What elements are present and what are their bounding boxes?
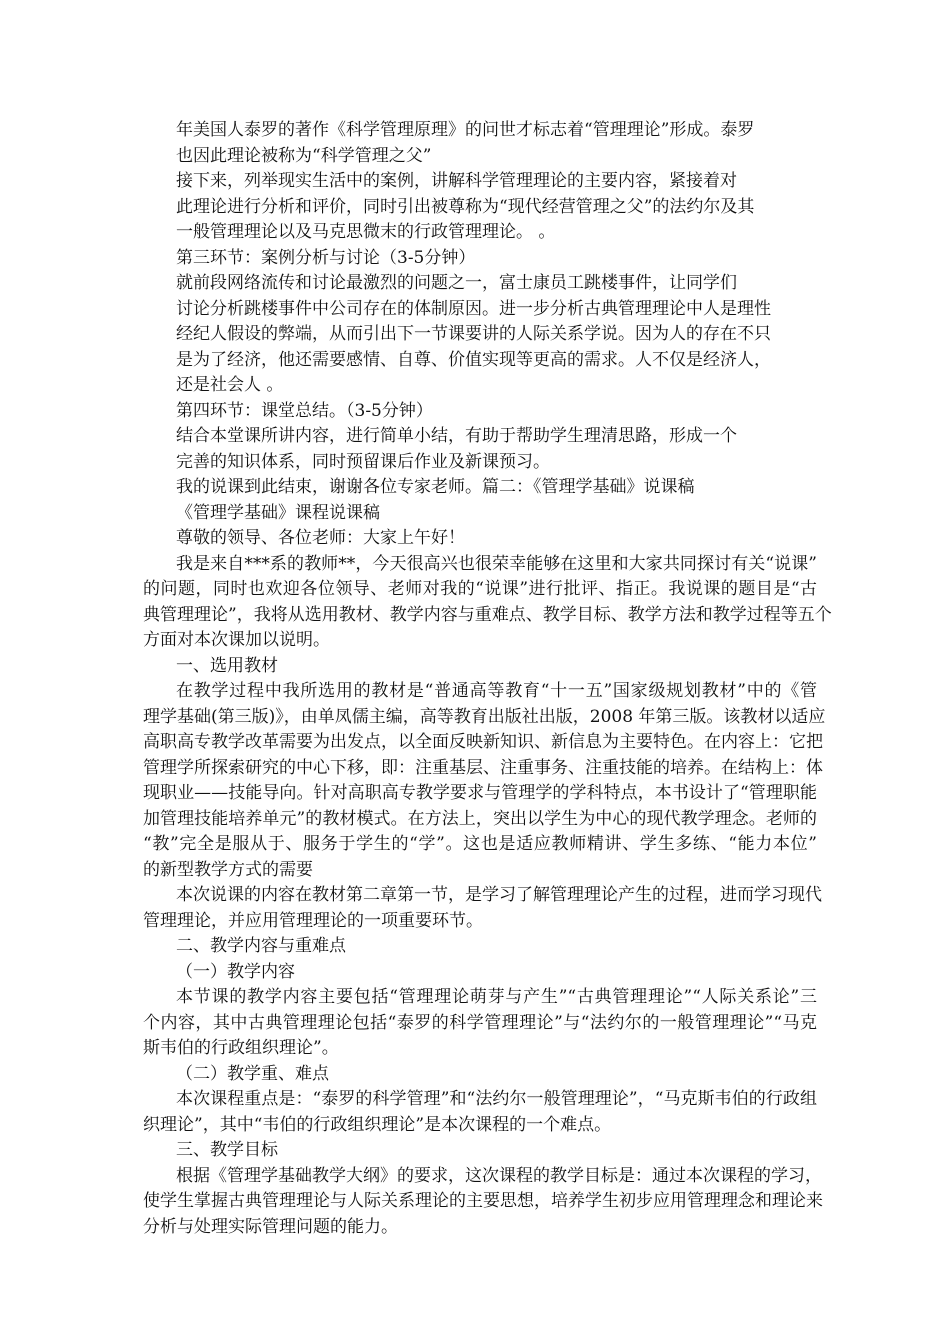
text-line: 斯韦伯的行政组织理论”。	[143, 1038, 339, 1058]
doc-title: 《管理学基础》课程说课稿	[176, 503, 380, 523]
text-line: 还是社会人 。	[176, 375, 284, 395]
text-line: 方面对本次课加以说明。	[143, 630, 330, 650]
section-heading: 第三环节：案例分析与讨论（3-5分钟）	[176, 248, 476, 268]
text-line: 高职高专教学改革需要为出发点，以全面反映新知识、新信息为主要特色。在内容上：它把	[143, 732, 823, 752]
text-line: 个内容，其中古典管理理论包括“泰罗的科学管理理论”与“法约尔的一般管理理论”“马克	[143, 1013, 817, 1033]
text-line: 分析与处理实际管理问题的能力。	[143, 1217, 398, 1237]
text-line: 是为了经济，他还需要感情、自尊、价值实现等更高的需求。人不仅是经济人，	[176, 350, 771, 370]
text-line: 就前段网络流传和讨论最激烈的问题之一，富士康员工跳楼事件，让同学们	[176, 273, 737, 293]
text-line: 此理论进行分析和评价，同时引出被尊称为“现代经营管理之父”的法约尔及其	[176, 197, 755, 217]
text-line: 在教学过程中我所选用的教材是“普通高等教育“十一五”国家级规划教材”中的《管	[176, 681, 817, 701]
text-line: 本次说课的内容在教材第二章第一节，是学习了解管理理论产生的过程，进而学习现代	[176, 885, 822, 905]
text-line: 年美国人泰罗的著作《科学管理原理》的问世才标志着“管理理论”形成。泰罗	[176, 120, 755, 140]
text-line: 管理学所探索研究的中心下移，即：注重基层、注重事务、注重技能的培养。在结构上：体	[143, 758, 823, 778]
text-line: 一般管理理论以及马克思微末的行政管理理论。 。	[176, 222, 556, 242]
text-line: 加管理技能培养单元”的教材模式。在方法上，突出以学生为中心的现代教学理念。老师的	[143, 809, 817, 829]
text-line: 本节课的教学内容主要包括“管理理论萌芽与产生”“古典管理理论”“人际关系论”三	[176, 987, 817, 1007]
text-line: 我是来自***系的教师**，今天很高兴也很荣幸能够在这里和大家共同探讨有关“说课”	[176, 554, 817, 574]
section-heading: 二、教学内容与重难点	[176, 936, 346, 956]
salutation: 尊敬的领导、各位老师：大家上午好！	[176, 528, 465, 548]
text-line: 结合本堂课所讲内容，进行简单小结，有助于帮助学生理清思路，形成一个	[176, 426, 737, 446]
section-heading: 三、教学目标	[176, 1140, 278, 1160]
text-line: 使学生掌握古典管理理论与人际关系理论的主要思想，培养学生初步应用管理理念和理论来	[143, 1191, 823, 1211]
text-line: 理学基础(第三版)》，由单凤儒主编，高等教育出版社出版，2008 年第三版。该教材以适应	[143, 707, 826, 727]
text-line: 讨论分析跳楼事件中公司存在的体制原因。进一步分析古典管理理论中人是理性	[176, 299, 771, 319]
section-heading: 第四环节：课堂总结。（3-5分钟）	[176, 401, 433, 421]
text-line: 我的说课到此结束，谢谢各位专家老师。篇二：《管理学基础》说课稿	[176, 477, 695, 497]
text-line: 现职业——技能导向。针对高职高专教学要求与管理学的学科特点，本书设计了“管理职能	[143, 783, 817, 803]
text-line: 完善的知识体系，同时预留课后作业及新课预习。	[176, 452, 550, 472]
text-line: 也因此理论被称为“科学管理之父”	[176, 146, 432, 166]
text-line: 织理论”，其中“韦伯的行政组织理论”是本次课程的一个难点。	[143, 1115, 612, 1135]
text-line: 的问题，同时也欢迎各位领导、老师对我的“说课”进行批评、指正。我说课的题目是“古	[143, 579, 817, 599]
text-line: 管理理论，并应用管理理论的一项重要环节。	[143, 911, 483, 931]
text-line: 接下来，列举现实生活中的案例，讲解科学管理理论的主要内容，紧接着对	[176, 171, 737, 191]
text-line: 典管理理论”，我将从选用教材、教学内容与重难点、教学目标、教学方法和教学过程等五个	[143, 605, 832, 625]
section-heading: 一、选用教材	[176, 656, 278, 676]
text-line: “教”完全是服从于、服务于学生的“学”。这也是适应教师精讲、学生多练、“能力本位”	[143, 834, 817, 854]
text-line: 本次课程重点是：“泰罗的科学管理”和“法约尔一般管理理论”，“马克斯韦伯的行政组	[176, 1089, 817, 1109]
subsection-heading: （二）教学重、难点	[176, 1064, 329, 1084]
subsection-heading: （一）教学内容	[176, 962, 295, 982]
text-line: 根据《管理学基础教学大纲》的要求，这次课程的教学目标是：通过本次课程的学习，	[176, 1166, 822, 1186]
text-line: 的新型教学方式的需要	[143, 860, 313, 880]
text-line: 经纪人假设的弊端，从而引出下一节课要讲的人际关系学说。因为人的存在不只	[176, 324, 771, 344]
